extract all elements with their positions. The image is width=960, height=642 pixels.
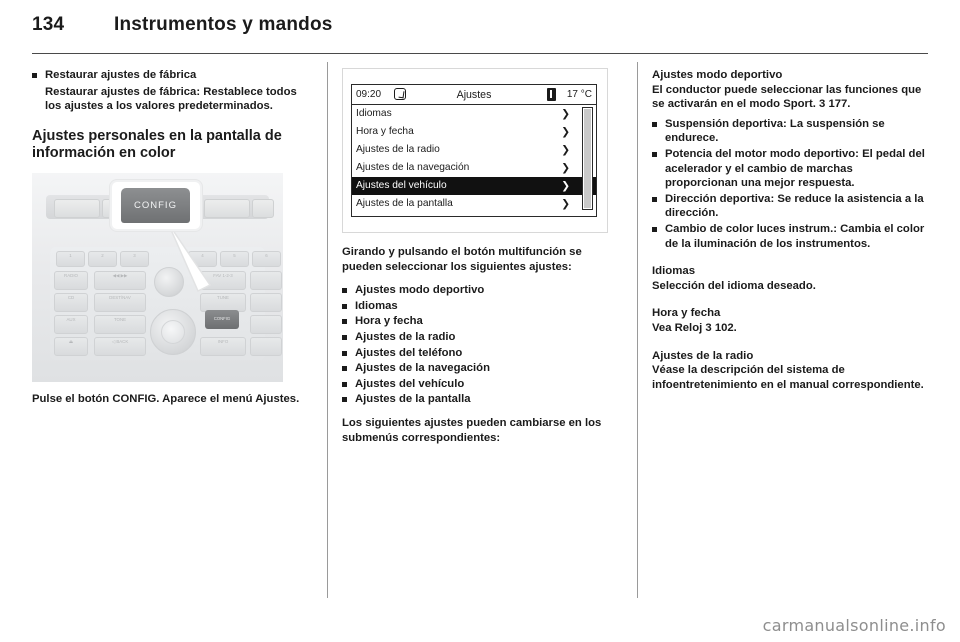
preset-button-3: 3	[120, 251, 149, 267]
preset-button-5: 5	[220, 251, 249, 267]
factory-reset-list	[32, 68, 306, 83]
eject-button: ⏏	[54, 337, 88, 356]
list-item	[342, 377, 616, 392]
preset-button-2: 2	[88, 251, 117, 267]
console-keypad	[50, 247, 268, 360]
bullet-square-icon	[342, 351, 347, 356]
page-reference-arrow-icon: 3	[705, 321, 712, 334]
list-item	[652, 192, 926, 221]
menu-item-label: Idiomas	[356, 108, 392, 119]
list-item	[652, 222, 926, 251]
preset-button-6: 6	[252, 251, 281, 267]
feature-term: Suspensión deportiva:	[665, 117, 787, 130]
chevron-right-icon: ❯	[561, 180, 570, 193]
cd-button: CD	[54, 293, 88, 312]
scrollbar-thumb[interactable]	[584, 109, 591, 208]
feature-desc: Cambia el color de la iluminación de los instrumentos.	[665, 222, 925, 250]
column-divider-left	[327, 62, 328, 598]
page-reference-arrow-icon: 3	[819, 98, 826, 111]
list-item	[342, 361, 616, 376]
menu-item-label: Ajustes de la navegación	[356, 162, 470, 174]
left-column	[32, 68, 306, 406]
color-info-display-figure	[342, 68, 608, 233]
center-console-photo	[32, 173, 283, 382]
destnav-button: DEST/NAV	[94, 293, 146, 312]
feature-desc: Se reduce la asistencia a la dirección.	[665, 192, 924, 220]
radio-settings-body: Véase la descripción del sistema de infoentretenimiento en el manual correspondiente.	[652, 364, 924, 391]
preset-button-4: 4	[188, 251, 217, 267]
list-item	[342, 392, 616, 407]
feature-desc: La suspensión se endurece.	[665, 117, 885, 145]
menu-item-label: Ajustes de la radio	[356, 144, 440, 156]
list-item-label: Ajustes modo deportivo	[355, 284, 485, 297]
feature-term: Cambio de color luces instrum.:	[665, 222, 837, 235]
side-button-2	[250, 293, 282, 312]
aux-button: AUX	[54, 315, 88, 334]
info-button: INFO	[200, 337, 246, 356]
list-item-label: Ajustes del vehículo	[355, 377, 465, 390]
radio-settings-heading: Ajustes de la radio	[652, 349, 754, 362]
feature-desc: El pedal del acelerador y el cambio de marchas proporcionan una mejor respuesta.	[665, 147, 925, 190]
clock-time: 09:20	[356, 89, 382, 100]
list-item	[342, 346, 616, 361]
chevron-right-icon: ❯	[561, 198, 570, 211]
list-item	[652, 147, 926, 191]
list-item	[342, 314, 616, 329]
menu-item-idiomas[interactable]	[352, 105, 596, 123]
feature-term: Dirección deportiva:	[665, 192, 775, 205]
page-title: Instrumentos y mandos	[114, 14, 333, 35]
time-date-body	[652, 321, 926, 336]
chevron-right-icon: ❯	[561, 144, 570, 157]
header-divider	[32, 53, 928, 54]
config-button-on-console: CONFIG	[205, 310, 239, 329]
feature-term: Potencia del motor modo deportivo:	[665, 147, 859, 160]
menu-item-label: Hora y fecha	[356, 126, 414, 138]
list-item	[32, 68, 306, 83]
thermometer-icon	[547, 88, 556, 101]
list-item-label: Ajustes del teléfono	[355, 346, 463, 359]
list-item	[342, 299, 616, 314]
sport-mode-intro-text: El conductor puede seleccionar las funciones que se activarán en el modo Sport.	[652, 83, 922, 111]
list-item	[652, 117, 926, 146]
time-date-heading: Hora y fecha	[652, 307, 721, 320]
fav-button: FAV 1-2-3	[200, 271, 246, 290]
bullet-square-icon	[652, 122, 657, 127]
back-button: ◁ BACK	[94, 337, 146, 356]
personal-settings-heading: Ajustes personales en la pantalla de información en color	[32, 127, 282, 162]
bullet-square-icon	[342, 335, 347, 340]
console-top-button-3	[204, 199, 250, 218]
list-item-label: Ajustes de la pantalla	[355, 393, 471, 406]
config-button-callout	[110, 180, 202, 231]
callout-leader-line	[162, 221, 214, 296]
submenu-outro-text: Los siguientes ajustes pueden cambiarse en los submenús correspondientes:	[342, 416, 602, 444]
list-item	[342, 283, 616, 298]
console-top-button-1	[54, 199, 100, 218]
settings-menu-screen	[351, 84, 597, 217]
side-button-1	[250, 271, 282, 290]
radio-button: RADIO	[54, 271, 88, 290]
display-status-bar	[352, 85, 596, 105]
page-reference-number: 177.	[828, 98, 851, 111]
bullet-square-icon	[652, 227, 657, 232]
menu-item-ajustes-vehiculo[interactable]	[352, 177, 596, 195]
list-item-label: Ajustes de la navegación	[355, 362, 490, 375]
preset-button-1: 1	[56, 251, 85, 267]
side-button-3	[250, 315, 282, 334]
list-item-label: Idiomas	[355, 299, 398, 312]
bullet-square-icon	[342, 304, 347, 309]
bullet-square-icon	[342, 397, 347, 402]
column-divider-right	[637, 62, 638, 598]
menu-item-ajustes-radio[interactable]	[352, 141, 596, 159]
bullet-square-icon	[32, 73, 37, 78]
page-number: 134	[32, 14, 65, 35]
settings-bullet-list	[342, 283, 616, 407]
page-header	[32, 14, 928, 48]
bullet-square-icon	[652, 197, 657, 202]
factory-reset-heading: Restaurar ajustes de fábrica	[45, 69, 197, 81]
bullet-square-icon	[342, 382, 347, 387]
console-photo-caption: Pulse el botón CONFIG. Aparece el menú Ajustes.	[32, 392, 300, 405]
sport-mode-heading: Ajustes modo deportivo	[652, 69, 783, 81]
page-reference-number: 102.	[714, 321, 737, 334]
settings-menu-list	[352, 105, 596, 214]
chevron-right-icon: ❯	[561, 126, 570, 139]
bullet-square-icon	[342, 366, 347, 371]
chevron-right-icon: ❯	[561, 162, 570, 175]
tune-button: TUNE	[200, 293, 246, 312]
chevron-right-icon: ❯	[561, 108, 570, 120]
factory-reset-body: Restaurar ajustes de fábrica: Restablece todos los ajustes a los valores predeterminados.	[45, 85, 297, 113]
config-key-graphic	[121, 188, 190, 223]
side-button-4	[250, 337, 282, 356]
outside-temperature: 17 °C	[566, 89, 592, 100]
menu-item-hora-y-fecha[interactable]	[352, 123, 596, 141]
menu-item-label: Ajustes del vehículo	[356, 180, 447, 192]
scrollbar[interactable]	[582, 107, 593, 210]
tone-button: TONE	[94, 315, 146, 334]
languages-heading: Idiomas	[652, 265, 696, 278]
right-column	[652, 68, 926, 392]
multifunction-intro-text: Girando y pulsando el botón multifunción se pueden seleccionar los siguientes ajustes:	[342, 246, 582, 273]
bullet-square-icon	[342, 288, 347, 293]
list-item-label: Ajustes de la radio	[355, 330, 456, 343]
menu-item-label: Ajustes de la pantalla	[356, 198, 453, 210]
menu-item-ajustes-pantalla[interactable]	[352, 195, 596, 213]
sport-mode-feature-list	[652, 117, 926, 251]
sport-mode-intro	[652, 83, 926, 112]
display-title: Ajustes	[456, 89, 492, 101]
console-top-button-4	[252, 199, 274, 218]
middle-column	[342, 68, 616, 445]
bullet-square-icon	[342, 319, 347, 324]
config-key-label: CONFIG	[134, 199, 177, 211]
seek-button: ◀◀ ▶▶	[94, 271, 146, 290]
menu-item-ajustes-navegacion[interactable]	[352, 159, 596, 177]
multifunction-knob	[150, 309, 196, 355]
list-item-label: Hora y fecha	[355, 315, 423, 328]
multifunction-knob-inner	[161, 320, 185, 344]
languages-body: Selección del idioma deseado.	[652, 279, 816, 292]
time-date-text: Vea Reloj	[652, 321, 703, 334]
bullet-square-icon	[652, 152, 657, 157]
list-item	[342, 330, 616, 345]
footer-watermark: carmanualsonline.info	[762, 616, 946, 635]
